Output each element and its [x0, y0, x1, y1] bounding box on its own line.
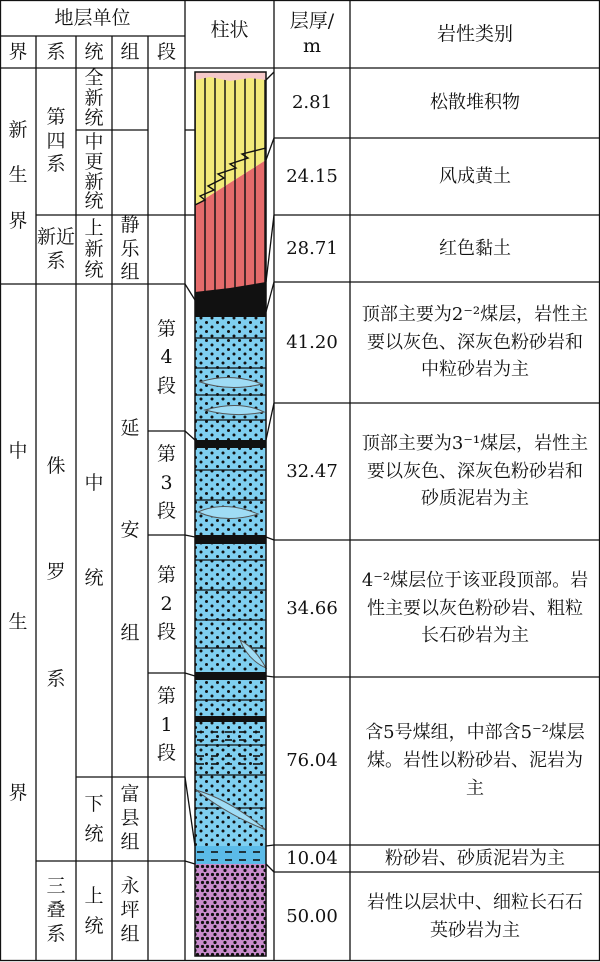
member-2: 第2段	[156, 564, 176, 644]
formation-yanan: 延安组	[120, 416, 140, 644]
lithology-layer-3: 红色黏土	[439, 237, 511, 259]
lithology-layer-7: 含5号煤组，中部含5⁻²煤层煤。岩性以粉砂岩、泥岩为主	[365, 722, 585, 799]
formation-yongping: 永坪组	[120, 875, 140, 945]
thickness-layer-4: 41.20	[286, 331, 338, 353]
header-series: 统	[84, 40, 104, 63]
header-lithology: 岩性类别	[436, 22, 513, 45]
series-holocene: 全新统	[84, 67, 104, 129]
system-quaternary: 第四系	[46, 105, 66, 176]
member-4: 第4段	[156, 317, 176, 397]
formation-jingle: 静乐组	[120, 213, 140, 284]
lithology-layer-4: 顶部主要为2⁻²煤层，岩性主要以灰色、深灰色粉砂岩和中粒砂岩为主	[361, 303, 589, 381]
series-middle-jurassic: 中统	[84, 471, 104, 589]
thickness-layer-5: 32.47	[286, 460, 338, 482]
header-erathem: 界	[8, 40, 28, 63]
member-3: 第3段	[156, 443, 176, 523]
thickness-layer-2: 24.15	[286, 165, 338, 187]
lithology-layer-5: 顶部主要为3⁻¹煤层，岩性主要以灰色、深灰色粉砂岩和砂质泥岩为主	[361, 432, 589, 510]
series-upper-triassic: 上统	[84, 884, 104, 937]
system-neogene: 新近系	[36, 225, 75, 272]
formation-fuxian: 富县组	[120, 783, 140, 853]
member-1: 第1段	[156, 685, 176, 765]
erathem-cenozoic: 新生界	[8, 118, 28, 232]
series-mid-pleistocene: 中更新统	[84, 130, 104, 213]
thickness-layer-7: 76.04	[286, 750, 338, 772]
lithology-layer-9: 岩性以层状中、细粒长石石英砂岩为主	[367, 891, 583, 941]
lithology-layer-2: 风成黄土	[439, 165, 511, 187]
header-system: 系	[46, 40, 66, 63]
lithology-column	[195, 72, 266, 956]
thickness-layer-6: 34.66	[286, 597, 338, 619]
system-jurassic: 侏罗系	[46, 454, 66, 690]
lithology-layer-6: 4⁻²煤层位于该亚段顶部。岩性主要以灰色粉砂岩、粗粒长石砂岩为主	[361, 569, 589, 647]
header-member: 段	[156, 40, 176, 63]
erathem-mesozoic: 中生界	[8, 440, 28, 804]
thickness-layer-1: 2.81	[291, 92, 333, 114]
lithology-layer-1: 松散堆积物	[430, 92, 520, 114]
thickness-layer-3: 28.71	[286, 237, 338, 259]
header-stratigraphic-unit: 地层单位	[54, 6, 131, 29]
thickness-layer-8: 10.04	[286, 847, 338, 869]
header-thickness: 层厚/ m	[289, 10, 335, 57]
lithology-layer-8: 粉砂岩、砂质泥岩为主	[385, 847, 565, 869]
series-upper-neogene: 上新统	[84, 217, 104, 281]
system-triassic: 三叠系	[46, 875, 66, 945]
thickness-layer-9: 50.00	[286, 905, 338, 927]
header-formation: 组	[120, 40, 140, 63]
series-lower-jurassic: 下统	[84, 792, 104, 845]
header-column: 柱状	[210, 19, 249, 41]
